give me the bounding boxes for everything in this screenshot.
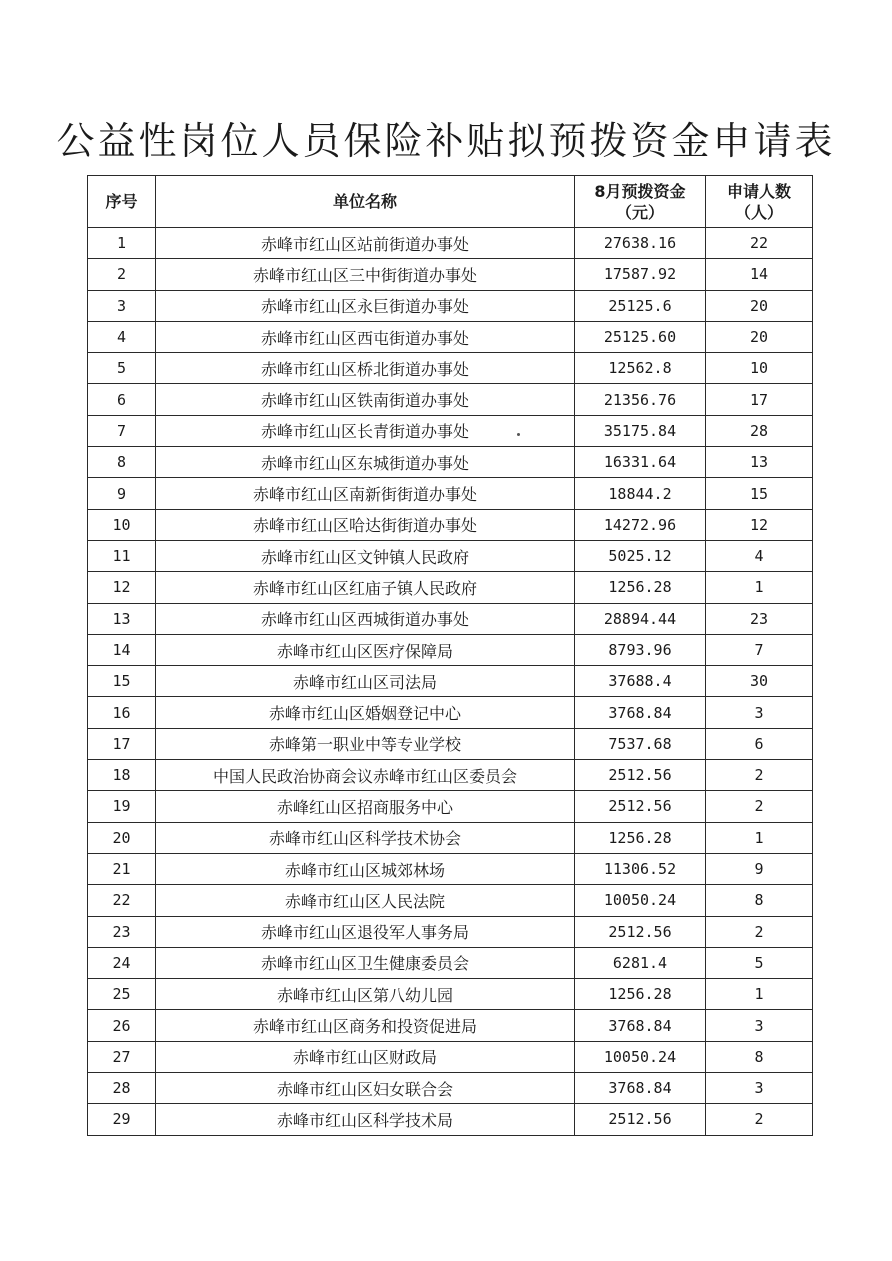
table-row	[88, 634, 813, 665]
header-amount-line2: （元）	[615, 202, 664, 222]
table-row	[88, 290, 813, 321]
row-number: 3	[88, 290, 156, 321]
row-number: 1	[88, 228, 156, 259]
unit-name: 赤峰市红山区文钟镇人民政府	[156, 540, 575, 571]
unit-name: 赤峰市红山区人民法院	[156, 885, 575, 916]
table-row	[88, 228, 813, 259]
applicant-count: 10	[706, 353, 813, 384]
prealloc-amount: 1256.28	[575, 572, 706, 603]
prealloc-amount: 6281.4	[575, 947, 706, 978]
prealloc-amount: 14272.96	[575, 509, 706, 540]
row-number: 10	[88, 509, 156, 540]
applicant-count: 17	[706, 384, 813, 415]
row-number: 22	[88, 885, 156, 916]
row-number: 11	[88, 540, 156, 571]
prealloc-amount: 25125.6	[575, 290, 706, 321]
row-number: 2	[88, 259, 156, 290]
prealloc-amount: 12562.8	[575, 353, 706, 384]
unit-name: 赤峰市红山区科学技术局	[156, 1104, 575, 1135]
prealloc-amount: 18844.2	[575, 478, 706, 509]
prealloc-amount: 2512.56	[575, 916, 706, 947]
applicant-count: 1	[706, 572, 813, 603]
unit-name: 赤峰市红山区三中街街道办事处	[156, 259, 575, 290]
table-row	[88, 947, 813, 978]
row-number: 13	[88, 603, 156, 634]
applicant-count: 2	[706, 760, 813, 791]
prealloc-amount: 1256.28	[575, 822, 706, 853]
table-body	[88, 228, 813, 1136]
unit-name: 赤峰市红山区西屯街道办事处	[156, 321, 575, 352]
header-count-line1: 申请人数	[726, 181, 791, 201]
table-row	[88, 478, 813, 509]
applicant-count: 2	[706, 1104, 813, 1135]
table-row	[88, 415, 813, 446]
applicant-count: 13	[706, 447, 813, 478]
table-row	[88, 791, 813, 822]
table-row	[88, 603, 813, 634]
unit-name: 赤峰市红山区城郊林场	[156, 853, 575, 884]
row-number: 15	[88, 666, 156, 697]
header-no: 序号	[88, 176, 156, 228]
applicant-count: 8	[706, 885, 813, 916]
row-number: 8	[88, 447, 156, 478]
applicant-count: 22	[706, 228, 813, 259]
table-row	[88, 853, 813, 884]
prealloc-amount: 7537.68	[575, 728, 706, 759]
table-row	[88, 540, 813, 571]
applicant-count: 14	[706, 259, 813, 290]
table-row	[88, 1073, 813, 1104]
table-row	[88, 572, 813, 603]
prealloc-amount: 5025.12	[575, 540, 706, 571]
applicant-count: 20	[706, 290, 813, 321]
unit-name: 赤峰市红山区哈达街街道办事处	[156, 509, 575, 540]
unit-name: 赤峰第一职业中等专业学校	[156, 728, 575, 759]
table-header-row	[88, 176, 813, 228]
applicant-count: 12	[706, 509, 813, 540]
unit-name: 赤峰市红山区医疗保障局	[156, 634, 575, 665]
applicant-count: 1	[706, 979, 813, 1010]
header-count-line2: （人）	[734, 202, 783, 222]
unit-name: 赤峰市红山区妇女联合会	[156, 1073, 575, 1104]
applicant-count: 3	[706, 1010, 813, 1041]
unit-name: 赤峰市红山区永巨街道办事处	[156, 290, 575, 321]
row-number: 21	[88, 853, 156, 884]
table-row	[88, 353, 813, 384]
unit-name: 赤峰市红山区铁南街道办事处	[156, 384, 575, 415]
applicant-count: 3	[706, 697, 813, 728]
unit-name: 赤峰市红山区红庙子镇人民政府	[156, 572, 575, 603]
row-number: 20	[88, 822, 156, 853]
applicant-count: 2	[706, 791, 813, 822]
prealloc-amount: 25125.60	[575, 321, 706, 352]
table-row	[88, 1041, 813, 1072]
prealloc-amount: 2512.56	[575, 1104, 706, 1135]
unit-name: 赤峰市红山区科学技术协会	[156, 822, 575, 853]
applicant-count: 8	[706, 1041, 813, 1072]
unit-name: 赤峰市红山区站前街道办事处	[156, 228, 575, 259]
prealloc-amount: 3768.84	[575, 1073, 706, 1104]
prealloc-amount: 2512.56	[575, 760, 706, 791]
applicant-count: 7	[706, 634, 813, 665]
prealloc-amount: 10050.24	[575, 885, 706, 916]
prealloc-amount: 1256.28	[575, 979, 706, 1010]
row-number: 7	[88, 415, 156, 446]
applicant-count: 4	[706, 540, 813, 571]
applicant-count: 23	[706, 603, 813, 634]
prealloc-amount: 3768.84	[575, 1010, 706, 1041]
table-row	[88, 697, 813, 728]
applicant-count: 3	[706, 1073, 813, 1104]
unit-name: 赤峰市红山区退役军人事务局	[156, 916, 575, 947]
unit-name: 赤峰市红山区东城街道办事处	[156, 447, 575, 478]
prealloc-amount: 37688.4	[575, 666, 706, 697]
unit-name: 赤峰市红山区第八幼儿园	[156, 979, 575, 1010]
row-number: 16	[88, 697, 156, 728]
prealloc-amount: 11306.52	[575, 853, 706, 884]
table-row	[88, 447, 813, 478]
table-row	[88, 321, 813, 352]
unit-name: 赤峰市红山区卫生健康委员会	[156, 947, 575, 978]
row-number: 18	[88, 760, 156, 791]
table-row	[88, 259, 813, 290]
prealloc-amount: 17587.92	[575, 259, 706, 290]
table-row	[88, 1010, 813, 1041]
applicant-count: 1	[706, 822, 813, 853]
row-number: 27	[88, 1041, 156, 1072]
table-row	[88, 666, 813, 697]
unit-name: 赤峰市红山区婚姻登记中心	[156, 697, 575, 728]
unit-name: 赤峰市红山区司法局	[156, 666, 575, 697]
row-number: 29	[88, 1104, 156, 1135]
row-number: 24	[88, 947, 156, 978]
unit-name: 赤峰红山区招商服务中心	[156, 791, 575, 822]
row-number: 25	[88, 979, 156, 1010]
prealloc-amount: 21356.76	[575, 384, 706, 415]
row-number: 9	[88, 478, 156, 509]
table-row	[88, 885, 813, 916]
row-number: 4	[88, 321, 156, 352]
table-row	[88, 384, 813, 415]
unit-name: 赤峰市红山区桥北街道办事处	[156, 353, 575, 384]
applicant-count: 6	[706, 728, 813, 759]
grant-application-table	[87, 175, 813, 1136]
row-number: 5	[88, 353, 156, 384]
applicant-count: 15	[706, 478, 813, 509]
prealloc-amount: 28894.44	[575, 603, 706, 634]
row-number: 26	[88, 1010, 156, 1041]
prealloc-amount: 2512.56	[575, 791, 706, 822]
table-row	[88, 822, 813, 853]
table-row	[88, 1104, 813, 1135]
prealloc-amount: 35175.84	[575, 415, 706, 446]
row-number: 19	[88, 791, 156, 822]
row-number: 23	[88, 916, 156, 947]
unit-name: 赤峰市红山区商务和投资促进局	[156, 1010, 575, 1041]
row-number: 12	[88, 572, 156, 603]
header-amount	[575, 176, 706, 228]
prealloc-amount: 3768.84	[575, 697, 706, 728]
applicant-count: 28	[706, 415, 813, 446]
header-unit: 单位名称	[156, 176, 575, 228]
scan-speck	[517, 433, 520, 436]
table-row	[88, 509, 813, 540]
applicant-count: 9	[706, 853, 813, 884]
row-number: 17	[88, 728, 156, 759]
prealloc-amount: 27638.16	[575, 228, 706, 259]
page-title: 公益性岗位人员保险补贴拟预拨资金申请表	[56, 119, 836, 163]
prealloc-amount: 10050.24	[575, 1041, 706, 1072]
row-number: 28	[88, 1073, 156, 1104]
unit-name: 赤峰市红山区财政局	[156, 1041, 575, 1072]
header-count	[706, 176, 813, 228]
table-row	[88, 760, 813, 791]
applicant-count: 2	[706, 916, 813, 947]
unit-name: 赤峰市红山区长青街道办事处	[156, 415, 575, 446]
applicant-count: 30	[706, 666, 813, 697]
row-number: 6	[88, 384, 156, 415]
table-row	[88, 979, 813, 1010]
table-row	[88, 728, 813, 759]
unit-name: 中国人民政治协商会议赤峰市红山区委员会	[156, 760, 575, 791]
row-number: 14	[88, 634, 156, 665]
applicant-count: 20	[706, 321, 813, 352]
applicant-count: 5	[706, 947, 813, 978]
table-row	[88, 916, 813, 947]
prealloc-amount: 8793.96	[575, 634, 706, 665]
header-amount-line1: 8月预拨资金	[594, 181, 686, 201]
prealloc-amount: 16331.64	[575, 447, 706, 478]
unit-name: 赤峰市红山区南新街街道办事处	[156, 478, 575, 509]
unit-name: 赤峰市红山区西城街道办事处	[156, 603, 575, 634]
